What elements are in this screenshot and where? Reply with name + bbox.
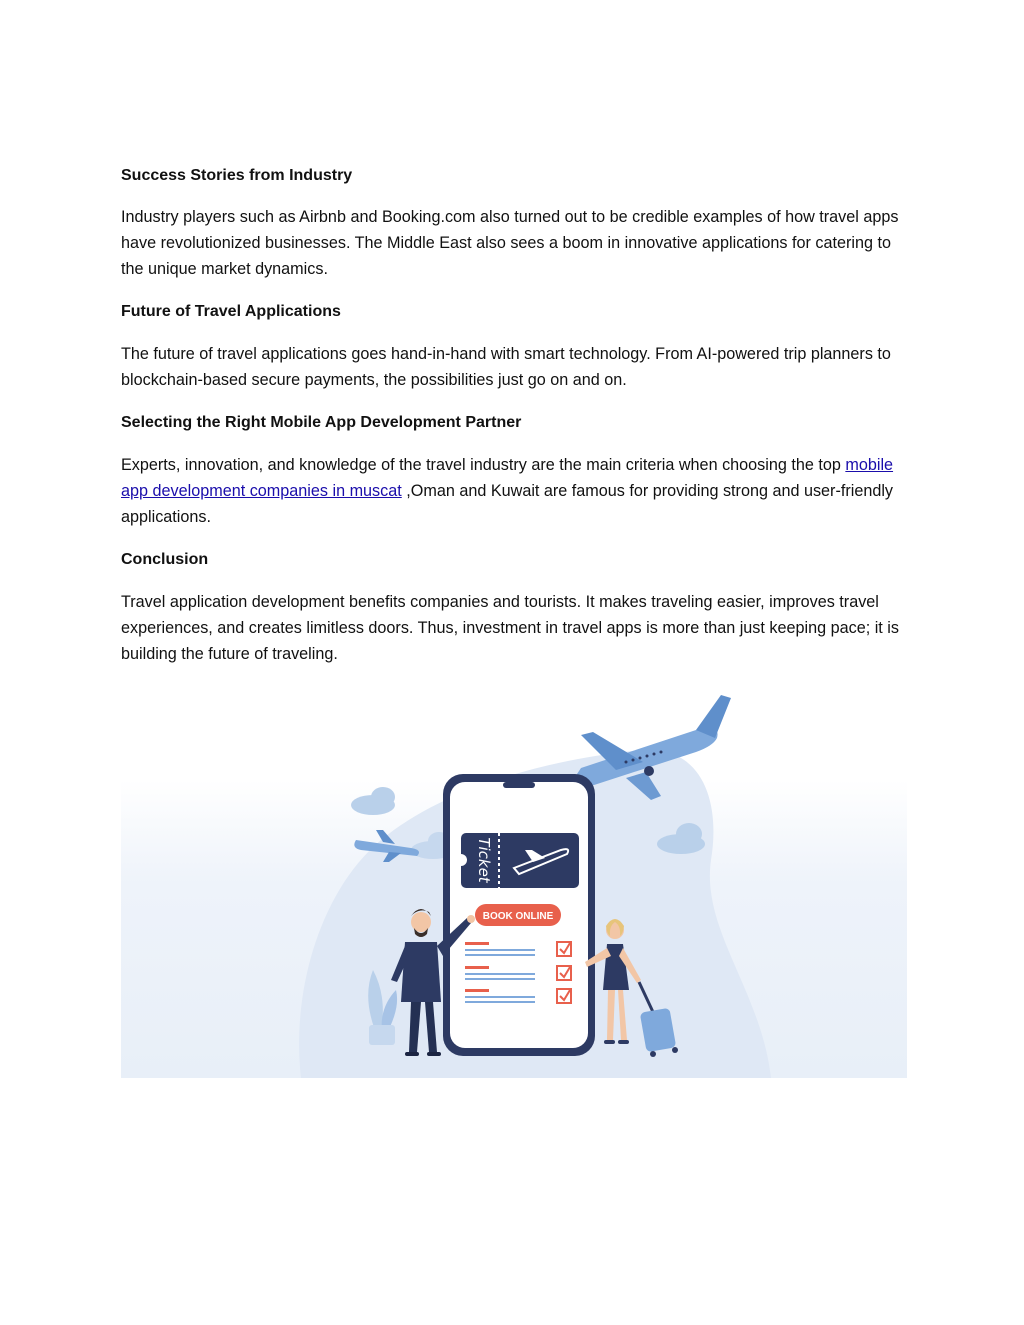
heading-future: Future of Travel Applications: [121, 303, 341, 320]
paragraph-text-after-link: ,Oman and Kuwait are famous for providing strong and user-friendly applications.: [121, 482, 894, 526]
travel-app-illustration: [121, 690, 907, 1078]
book-online-label: BOOK ONLINE: [482, 911, 554, 922]
muscat-companies-link[interactable]: mobile app development companies in muscat: [121, 456, 894, 500]
heading-selecting-partner: Selecting the Right Mobile App Development Partner: [121, 414, 522, 431]
heading-success-stories: Success Stories from Industry: [121, 167, 353, 184]
illustration-svg: [121, 690, 907, 1078]
paragraph-conclusion: Travel application development benefits companies and tourists. It makes traveling easier, improves travel experiences, and creates limitless doors. Thus, investment in travel apps is more than just keeping pace; it is building the future of traveling.: [121, 593, 899, 663]
heading-conclusion: Conclusion: [121, 551, 209, 568]
paragraph-success-stories: Industry players such as Airbnb and Booking.com also turned out to be credible examples of how travel apps have revolutionized businesses. The Middle East also sees a boom in innovative applications for catering to the unique market dynamics.: [121, 208, 899, 278]
paragraph-selecting-partner: [121, 452, 911, 530]
ticket-label: Ticket: [475, 837, 493, 883]
paragraph-future: The future of travel applications goes hand-in-hand with smart technology. From AI-powered trip planners to blockchain-based secure payments, the possibilities just go on and on.: [121, 345, 891, 389]
paragraph-text-before-link: Experts, innovation, and knowledge of the travel industry are the main criteria when choosing the top: [121, 456, 846, 474]
ticket-card: [455, 833, 579, 888]
book-online-button[interactable]: [475, 904, 561, 926]
